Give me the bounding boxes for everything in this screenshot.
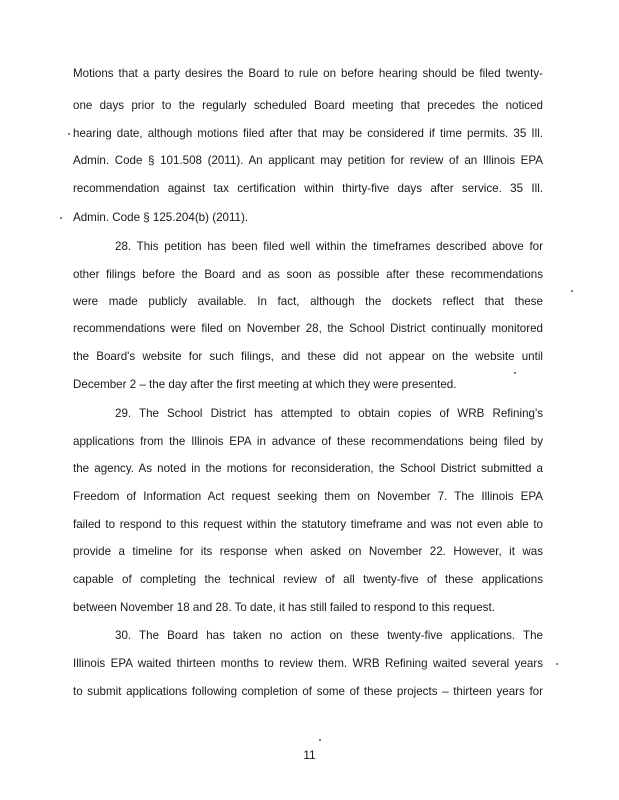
scan-speck xyxy=(556,663,558,665)
text-line: applications from the Illinois EPA in advance of these recommendations being filed by xyxy=(73,435,543,448)
page-number: 11 xyxy=(303,748,316,762)
text-line: failed to respond to this request within the statutory timeframe and was not even able to xyxy=(73,518,543,531)
paragraph-30-first-line: 30. The Board has taken no action on these twenty-five applications. The xyxy=(115,629,543,642)
scan-speck xyxy=(571,290,573,292)
scan-speck xyxy=(60,217,62,219)
text-line: Illinois EPA waited thirteen months to review them. WRB Refining waited several years xyxy=(73,657,543,670)
text-line: between November 18 and 28. To date, it has still failed to respond to this request. xyxy=(73,601,495,614)
text-line: hearing date, although motions filed after that may be considered if time permits. 35 Ill. xyxy=(73,127,543,140)
scan-speck xyxy=(319,739,321,741)
text-line: capable of completing the technical review of all twenty-five of these applications xyxy=(73,573,543,586)
text-line: December 2 – the day after the first meeting at which they were presented. xyxy=(73,378,457,391)
text-line: were made publicly available. In fact, although the dockets reflect that these xyxy=(73,295,543,308)
text-line: the agency. As noted in the motions for reconsideration, the School District submitted a xyxy=(73,462,543,475)
scan-speck xyxy=(68,133,70,135)
text-line: Admin. Code § 101.508 (2011). An applicant may petition for review of an Illinois EPA xyxy=(73,154,543,167)
text-line: provide a timeline for its response when asked on November 22. However, it was xyxy=(73,545,543,558)
text-line: recommendation against tax certification within thirty-five days after service. 35 Ill. xyxy=(73,182,543,195)
scan-speck xyxy=(514,372,516,374)
text-line: the Board's website for such filings, and these did not appear on the website until xyxy=(73,350,543,363)
text-line: other filings before the Board and as soon as possible after these recommendations xyxy=(73,268,543,281)
text-line: Motions that a party desires the Board to rule on before hearing should be filed twenty- xyxy=(73,67,543,80)
text-line: to submit applications following completion of some of these projects – thirteen years for xyxy=(73,685,543,698)
text-line: recommendations were filed on November 28, the School District continually monitored xyxy=(73,322,543,335)
text-line: Freedom of Information Act request seeking them on November 7. The Illinois EPA xyxy=(73,490,543,503)
text-line: one days prior to the regularly scheduled Board meeting that precedes the noticed xyxy=(73,99,543,112)
text-line: Admin. Code § 125.204(b) (2011). xyxy=(73,211,249,224)
paragraph-29-first-line: 29. The School District has attempted to obtain copies of WRB Refining's xyxy=(115,407,543,420)
paragraph-28-first-line: 28. This petition has been filed well within the timeframes described above for xyxy=(115,240,543,253)
